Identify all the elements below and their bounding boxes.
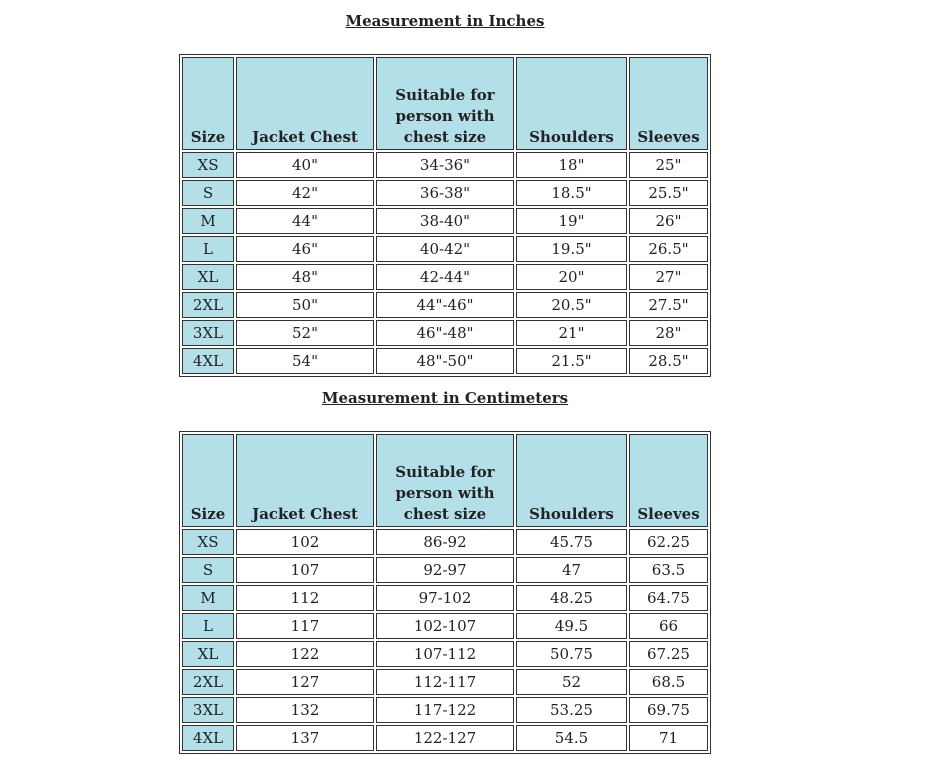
cell-suitable-chest: 40-42": [376, 236, 514, 262]
cell-sleeves: 27.5": [629, 292, 708, 318]
cell-sleeves: 71: [629, 725, 708, 751]
inches-title: Measurement in Inches: [345, 12, 545, 30]
cell-suitable-chest: 97-102: [376, 585, 514, 611]
header-shoulders: Shoulders: [516, 434, 627, 527]
table-row: [182, 208, 708, 234]
cell-suitable-chest: 102-107: [376, 613, 514, 639]
cell-suitable-chest: 122-127: [376, 725, 514, 751]
cell-sleeves: 67.25: [629, 641, 708, 667]
table-row: [182, 152, 708, 178]
table-row: [182, 557, 708, 583]
cell-jacket-chest: 107: [236, 557, 374, 583]
header-size: Size: [182, 434, 234, 527]
table-row: [182, 264, 708, 290]
cell-jacket-chest: 52": [236, 320, 374, 346]
cell-jacket-chest: 44": [236, 208, 374, 234]
cell-shoulders: 18.5": [516, 180, 627, 206]
cell-suitable-chest: 36-38": [376, 180, 514, 206]
cell-size: M: [182, 208, 234, 234]
cell-jacket-chest: 112: [236, 585, 374, 611]
cell-suitable-chest: 38-40": [376, 208, 514, 234]
cell-jacket-chest: 102: [236, 529, 374, 555]
cell-shoulders: 19.5": [516, 236, 627, 262]
cell-size: L: [182, 236, 234, 262]
cell-suitable-chest: 46"-48": [376, 320, 514, 346]
cell-jacket-chest: 40": [236, 152, 374, 178]
table-header-row: [182, 57, 708, 150]
header-size: Size: [182, 57, 234, 150]
cell-jacket-chest: 122: [236, 641, 374, 667]
cell-size: XL: [182, 264, 234, 290]
cell-sleeves: 25.5": [629, 180, 708, 206]
table-row: [182, 320, 708, 346]
cell-shoulders: 18": [516, 152, 627, 178]
cell-shoulders: 21.5": [516, 348, 627, 374]
cell-jacket-chest: 132: [236, 697, 374, 723]
table-row: [182, 725, 708, 751]
table-row: [182, 236, 708, 262]
table-row: [182, 641, 708, 667]
cell-suitable-chest: 48"-50": [376, 348, 514, 374]
cell-sleeves: 27": [629, 264, 708, 290]
cell-size: 3XL: [182, 697, 234, 723]
cell-size: S: [182, 557, 234, 583]
cell-suitable-chest: 34-36": [376, 152, 514, 178]
table-row: [182, 529, 708, 555]
cell-size: 4XL: [182, 725, 234, 751]
header-jacket-chest: Jacket Chest: [236, 434, 374, 527]
header-suitable-chest: Suitable for person with chest size: [376, 57, 514, 150]
cell-suitable-chest: 44"-46": [376, 292, 514, 318]
table-row: [182, 585, 708, 611]
cell-size: XL: [182, 641, 234, 667]
cell-shoulders: 52: [516, 669, 627, 695]
cell-sleeves: 63.5: [629, 557, 708, 583]
cell-sleeves: 62.25: [629, 529, 708, 555]
cell-jacket-chest: 48": [236, 264, 374, 290]
cell-sleeves: 69.75: [629, 697, 708, 723]
cell-shoulders: 19": [516, 208, 627, 234]
cell-sleeves: 26": [629, 208, 708, 234]
cell-shoulders: 20": [516, 264, 627, 290]
cell-jacket-chest: 137: [236, 725, 374, 751]
cell-shoulders: 54.5: [516, 725, 627, 751]
cell-suitable-chest: 92-97: [376, 557, 514, 583]
cell-jacket-chest: 50": [236, 292, 374, 318]
cell-size: XS: [182, 152, 234, 178]
cell-size: 2XL: [182, 292, 234, 318]
cell-jacket-chest: 127: [236, 669, 374, 695]
centimeters-title: Measurement in Centimeters: [321, 389, 569, 407]
cell-suitable-chest: 117-122: [376, 697, 514, 723]
cell-size: M: [182, 585, 234, 611]
header-sleeves: Sleeves: [629, 57, 708, 150]
cell-sleeves: 28.5": [629, 348, 708, 374]
cell-shoulders: 20.5": [516, 292, 627, 318]
cell-shoulders: 49.5: [516, 613, 627, 639]
cell-suitable-chest: 86-92: [376, 529, 514, 555]
table-row: [182, 613, 708, 639]
inches-size-table: [179, 54, 711, 377]
cell-size: 3XL: [182, 320, 234, 346]
cell-shoulders: 53.25: [516, 697, 627, 723]
cell-shoulders: 47: [516, 557, 627, 583]
cell-sleeves: 64.75: [629, 585, 708, 611]
cell-sleeves: 26.5": [629, 236, 708, 262]
table-row: [182, 180, 708, 206]
cell-size: S: [182, 180, 234, 206]
cell-sleeves: 25": [629, 152, 708, 178]
cell-sleeves: 28": [629, 320, 708, 346]
centimeters-size-table: [179, 431, 711, 754]
cell-shoulders: 21": [516, 320, 627, 346]
cell-jacket-chest: 117: [236, 613, 374, 639]
table-row: [182, 697, 708, 723]
cell-jacket-chest: 54": [236, 348, 374, 374]
cell-shoulders: 45.75: [516, 529, 627, 555]
header-jacket-chest: Jacket Chest: [236, 57, 374, 150]
cell-sleeves: 66: [629, 613, 708, 639]
cell-shoulders: 50.75: [516, 641, 627, 667]
cell-suitable-chest: 107-112: [376, 641, 514, 667]
cell-shoulders: 48.25: [516, 585, 627, 611]
cell-suitable-chest: 42-44": [376, 264, 514, 290]
cell-jacket-chest: 46": [236, 236, 374, 262]
cell-size: 2XL: [182, 669, 234, 695]
cell-sleeves: 68.5: [629, 669, 708, 695]
table-header-row: [182, 434, 708, 527]
cell-size: L: [182, 613, 234, 639]
cell-size: 4XL: [182, 348, 234, 374]
cell-jacket-chest: 42": [236, 180, 374, 206]
header-suitable-chest: Suitable for person with chest size: [376, 434, 514, 527]
cell-size: XS: [182, 529, 234, 555]
header-sleeves: Sleeves: [629, 434, 708, 527]
table-row: [182, 292, 708, 318]
table-row: [182, 348, 708, 374]
header-shoulders: Shoulders: [516, 57, 627, 150]
cell-suitable-chest: 112-117: [376, 669, 514, 695]
table-row: [182, 669, 708, 695]
